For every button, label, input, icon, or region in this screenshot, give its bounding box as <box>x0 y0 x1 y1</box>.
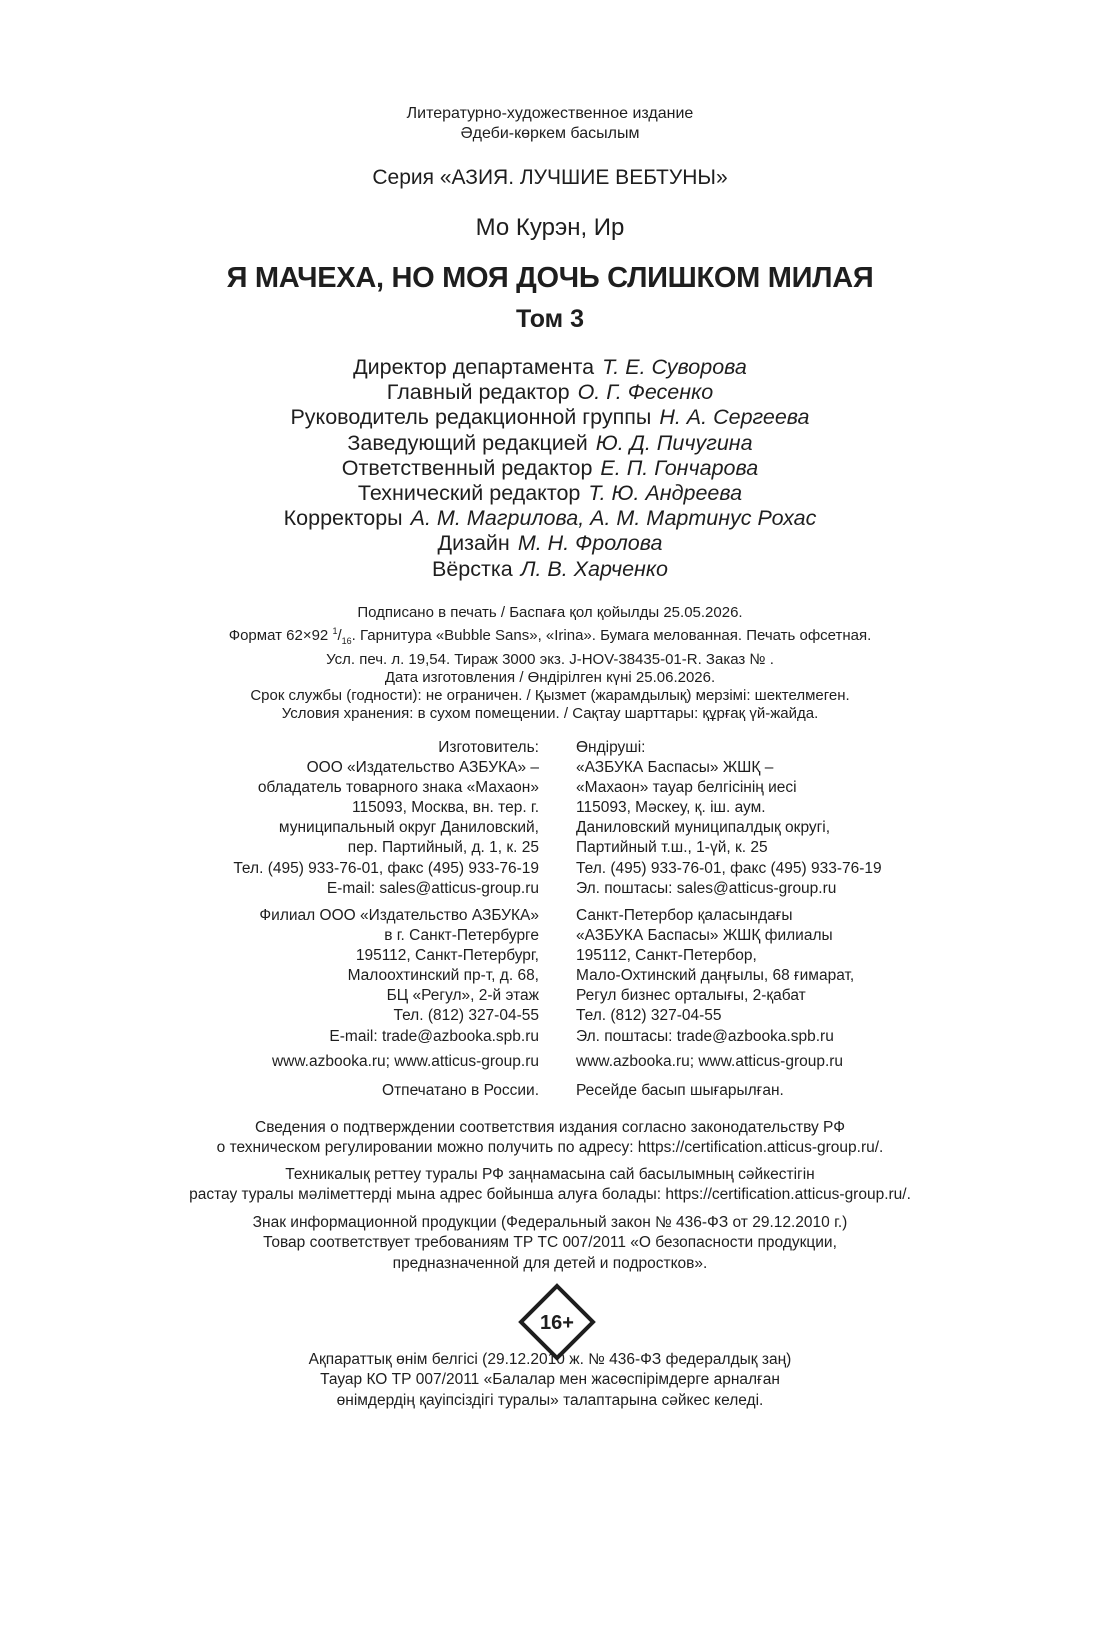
printed-ru-text: Отпечатано в России. <box>382 1082 539 1099</box>
branch-ru-line: БЦ «Регул», 2-й этаж <box>386 987 539 1005</box>
storage-conditions: Условия хранения: в сухом помещении. / Сақтау шарттары: құрғақ үй-жайда. <box>281 705 819 723</box>
manufacturer-kz <box>576 738 882 899</box>
printed-kz-text: Ресейде басып шығарылған. <box>576 1082 784 1099</box>
info-sign-kz-line: Тауар КО ТР 007/2011 «Балалар мен жасөспірімдерге арналған <box>320 1371 780 1389</box>
manufacturer-kz-line: Тел. (495) 933-76-01, факс (495) 933-76-19 <box>576 859 882 877</box>
certification-kz-line: растау туралы мәліметтерді мына адрес бойынша алуға болады: https://certification.atticus-group.ru/. <box>189 1186 911 1204</box>
staff-person: О. Г. Фесенко <box>577 380 714 405</box>
staff-person: Е. П. Гончарова <box>600 455 759 480</box>
sheets-run-line: Усл. печ. л. 19,54. Тираж 3000 экз. J-HOV-38435-01-R. Заказ № . <box>326 650 774 668</box>
websites-ru-text: www.azbooka.ru; www.atticus-group.ru <box>271 1053 539 1070</box>
manufacturer-ru-line: ООО «Издательство АЗБУКА» – <box>306 759 539 777</box>
staff-role: Заведующий редакцией <box>347 430 588 455</box>
staff-person: Т. Е. Суворова <box>602 355 747 379</box>
branch-ru-line: 195112, Санкт-Петербург, <box>355 947 539 965</box>
staff-row <box>0 380 1100 405</box>
certification-kz-line: Техникалық реттеу туралы РФ заңнамасына сай басылымның сәйкестігін <box>285 1166 815 1183</box>
branch-kz-line: Мало-Охтинский даңғылы, 68 ғимарат, <box>576 967 855 985</box>
info-sign-kz-line: Ақпараттық өнім белгісі (29.12.2010 ж. № 436-ФЗ федералдық заң) <box>308 1351 792 1368</box>
manufacturer-kz-line: Өндіруші: <box>576 739 646 756</box>
branch-ru <box>259 906 539 1047</box>
manufacturer-ru <box>233 738 539 899</box>
edition-kind-kz: Әдеби-көркем басылым <box>460 125 640 142</box>
manufacturer-kz-line: «АЗБУКА Баспасы» ЖШҚ – <box>576 759 774 777</box>
manufacturer-kz-line: «Махаон» тауар белгісінің иесі <box>576 779 797 797</box>
staff-row <box>0 405 1100 430</box>
branch-kz-line: Санкт-Петербор қаласындағы <box>576 907 793 924</box>
print-info <box>0 604 1100 724</box>
manufacturer-ru-line: E-mail: sales@atticus-group.ru <box>326 879 539 897</box>
staff-role: Корректоры <box>283 506 403 531</box>
service-life: Срок службы (годности): не ограничен. / Қызмет (жарамдылық) мерзімі: шектелмеген. <box>250 687 850 705</box>
manufacturer-kz-line: 115093, Мәскеу, қ. іш. аум. <box>576 799 766 817</box>
branch-kz <box>576 906 854 1047</box>
format-prefix: Формат 62×92 <box>228 627 333 645</box>
staff-person: Н. А. Сергеева <box>659 405 810 430</box>
info-sign-ru-line: предназначенной для детей и подростков». <box>392 1254 708 1272</box>
manufacturer-ru-line: пер. Партийный, д. 1, к. 25 <box>347 839 539 857</box>
manufacturer-kz-line: Даниловский муниципалдық округі, <box>576 819 831 837</box>
info-sign-kz-line: өнімдердің қауіпсіздігі туралы» талаптарына сәйкес келеді. <box>336 1391 764 1409</box>
format-numerator: 1 <box>332 626 338 637</box>
websites-kz <box>576 1052 843 1072</box>
info-sign-ru <box>0 1213 1100 1274</box>
staff-role: Технический редактор <box>357 481 581 506</box>
staff-row <box>0 355 1100 380</box>
websites-ru <box>272 1052 539 1072</box>
branch-ru-line: в г. Санкт-Петербурге <box>384 927 539 945</box>
edition-kind-ru: Литературно-художественное издание <box>406 105 694 122</box>
authors: Мо Курэн, Ир <box>475 214 625 241</box>
staff-person: Ю. Д. Пичугина <box>595 430 753 455</box>
certification-kz <box>0 1165 1100 1206</box>
manufacture-date: Дата изготовления / Өндірілген күні 25.06.2026. <box>384 668 716 686</box>
branch-ru-line: Малоохтинский пр-т, д. 68, <box>347 967 539 985</box>
certification-ru <box>0 1118 1100 1159</box>
staff-row <box>0 557 1100 582</box>
book-title: Я МАЧЕХА, НО МОЯ ДОЧЬ СЛИШКОМ МИЛАЯ <box>226 262 874 294</box>
info-sign-ru-line: Знак информационной продукции (Федеральный закон № 436-ФЗ от 29.12.2010 г.) <box>252 1214 848 1231</box>
manufacturer-kz-line: Эл. поштасы: sales@atticus-group.ru <box>576 879 837 897</box>
staff-role: Дизайн <box>437 531 510 556</box>
branch-kz-line: 195112, Санкт-Петербор, <box>576 947 757 965</box>
printed-ru <box>382 1081 539 1101</box>
format-line <box>0 622 1100 650</box>
series-name: Серия «АЗИЯ. ЛУЧШИЕ ВЕБТУНЫ» <box>372 166 728 189</box>
manufacturer-kz-line: Партийный т.ш., 1-үй, к. 25 <box>576 839 768 857</box>
staff-person: А. М. Магрилова, А. М. Мартинус Рохас <box>410 506 817 531</box>
signed-to-print: Подписано в печать / Баспаға қол қойылды 25.05.2026. <box>357 604 743 621</box>
manufacturer-ru-line: Изготовитель: <box>438 739 539 756</box>
info-sign-ru-line: Товар соответствует требованиям ТР ТС 007/2011 «О безопасности продукции, <box>263 1234 837 1252</box>
branch-ru-line: E-mail: trade@azbooka.spb.ru <box>329 1027 539 1045</box>
volume-number: Том 3 <box>516 305 584 333</box>
manufacturer-ru-line: Тел. (495) 933-76-01, факс (495) 933-76-19 <box>233 859 539 877</box>
manufacturer-ru-line: муниципальный округ Даниловский, <box>278 819 539 837</box>
staff-row <box>0 481 1100 506</box>
certification-ru-line: о техническом регулировании можно получить по адресу: https://certification.atticus-group.ru/. <box>216 1139 884 1157</box>
staff-person: М. Н. Фролова <box>517 531 663 556</box>
branch-ru-line: Филиал ООО «Издательство АЗБУКА» <box>259 907 539 924</box>
format-denominator: 16 <box>341 636 352 647</box>
manufacturer-ru-line: 115093, Москва, вн. тер. г. <box>352 799 539 817</box>
format-slash: / <box>337 627 342 645</box>
branch-ru-line: Тел. (812) 327-04-55 <box>393 1007 539 1025</box>
staff-row <box>0 431 1100 456</box>
staff-list <box>0 355 1100 582</box>
websites-kz-text: www.azbooka.ru; www.atticus-group.ru <box>576 1053 844 1070</box>
edition-kind <box>0 104 1100 144</box>
printed-kz <box>576 1081 784 1101</box>
branch-kz-line: Тел. (812) 327-04-55 <box>576 1007 722 1025</box>
staff-person: Л. В. Харченко <box>520 556 668 581</box>
staff-role: Вёрстка <box>432 556 513 581</box>
age-rating-label: 16+ <box>540 1312 574 1334</box>
branch-kz-line: Эл. поштасы: trade@azbooka.spb.ru <box>576 1027 834 1045</box>
staff-row <box>0 531 1100 556</box>
staff-person: Т. Ю. Андреева <box>588 481 743 506</box>
staff-role: Директор департамента <box>353 355 595 379</box>
info-sign-kz <box>0 1350 1100 1411</box>
staff-row <box>0 456 1100 481</box>
manufacturer-ru-line: обладатель товарного знака «Махаон» <box>257 779 539 797</box>
branch-kz-line: Регул бизнес орталығы, 2-қабат <box>576 987 806 1005</box>
format-rest: . Гарнитура «Bubble Sans», «Irina». Бумага мелованная. Печать офсетная. <box>351 627 872 645</box>
staff-role: Главный редактор <box>386 380 570 405</box>
staff-role: Руководитель редакционной группы <box>290 405 652 430</box>
certification-ru-line: Сведения о подтверждении соответствия издания согласно законодательству РФ <box>255 1119 845 1136</box>
staff-row <box>0 506 1100 531</box>
staff-role: Ответственный редактор <box>341 455 593 480</box>
branch-kz-line: «АЗБУКА Баспасы» ЖШҚ филиалы <box>576 927 833 945</box>
